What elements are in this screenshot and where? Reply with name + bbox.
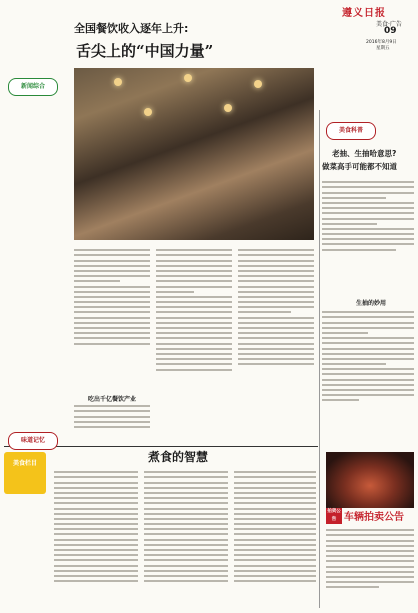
- lead-article-col-2: [156, 246, 232, 442]
- news-section-tag: 新闻综合: [8, 78, 58, 96]
- restaurant-photo: [74, 68, 314, 240]
- right-headline-2: 做菜高手可能都不知道: [322, 162, 397, 171]
- food-ad-photo: [326, 452, 414, 508]
- auction-body: [326, 526, 414, 608]
- lead-subhead: 吃出千亿餐饮产业: [87, 396, 136, 403]
- section-label: 美食·广告: [376, 21, 402, 28]
- issue-weekday: 星期五: [376, 46, 390, 51]
- lower-article-col-2: [144, 468, 228, 608]
- logo-text: 美食栏目: [12, 460, 37, 467]
- lower-article-col-1: [54, 468, 138, 608]
- food-science-tag: 美食科普: [326, 122, 376, 140]
- paper-name: 遵义日报: [342, 8, 386, 19]
- right-article-body-2: [322, 308, 414, 448]
- right-headline-1: 老抽、生抽哈意思?: [332, 149, 397, 158]
- issue-date: 2016年8月9日: [366, 40, 397, 45]
- memory-section-tag: 味道记忆: [8, 432, 58, 450]
- auction-title: 车辆拍卖公告: [344, 512, 404, 523]
- lower-article-col-3: [234, 468, 316, 608]
- lead-article-col-1: [74, 246, 150, 396]
- lead-headline-kicker: 全国餐饮收入逐年上升:: [74, 22, 189, 35]
- right-article-body: [322, 178, 414, 298]
- lead-article-col-3: [238, 246, 314, 442]
- lead-headline: 舌尖上的“中国力量”: [76, 42, 214, 60]
- lower-headline: 煮食的智慧: [148, 450, 209, 464]
- page-number: 09: [384, 26, 397, 36]
- column-divider: [319, 110, 320, 608]
- food-column-logo: [4, 452, 46, 494]
- lead-article-col-1b: [74, 402, 150, 442]
- right-subhead: 生抽的妙用: [355, 300, 386, 307]
- auction-badge: 拍卖公告: [327, 509, 341, 522]
